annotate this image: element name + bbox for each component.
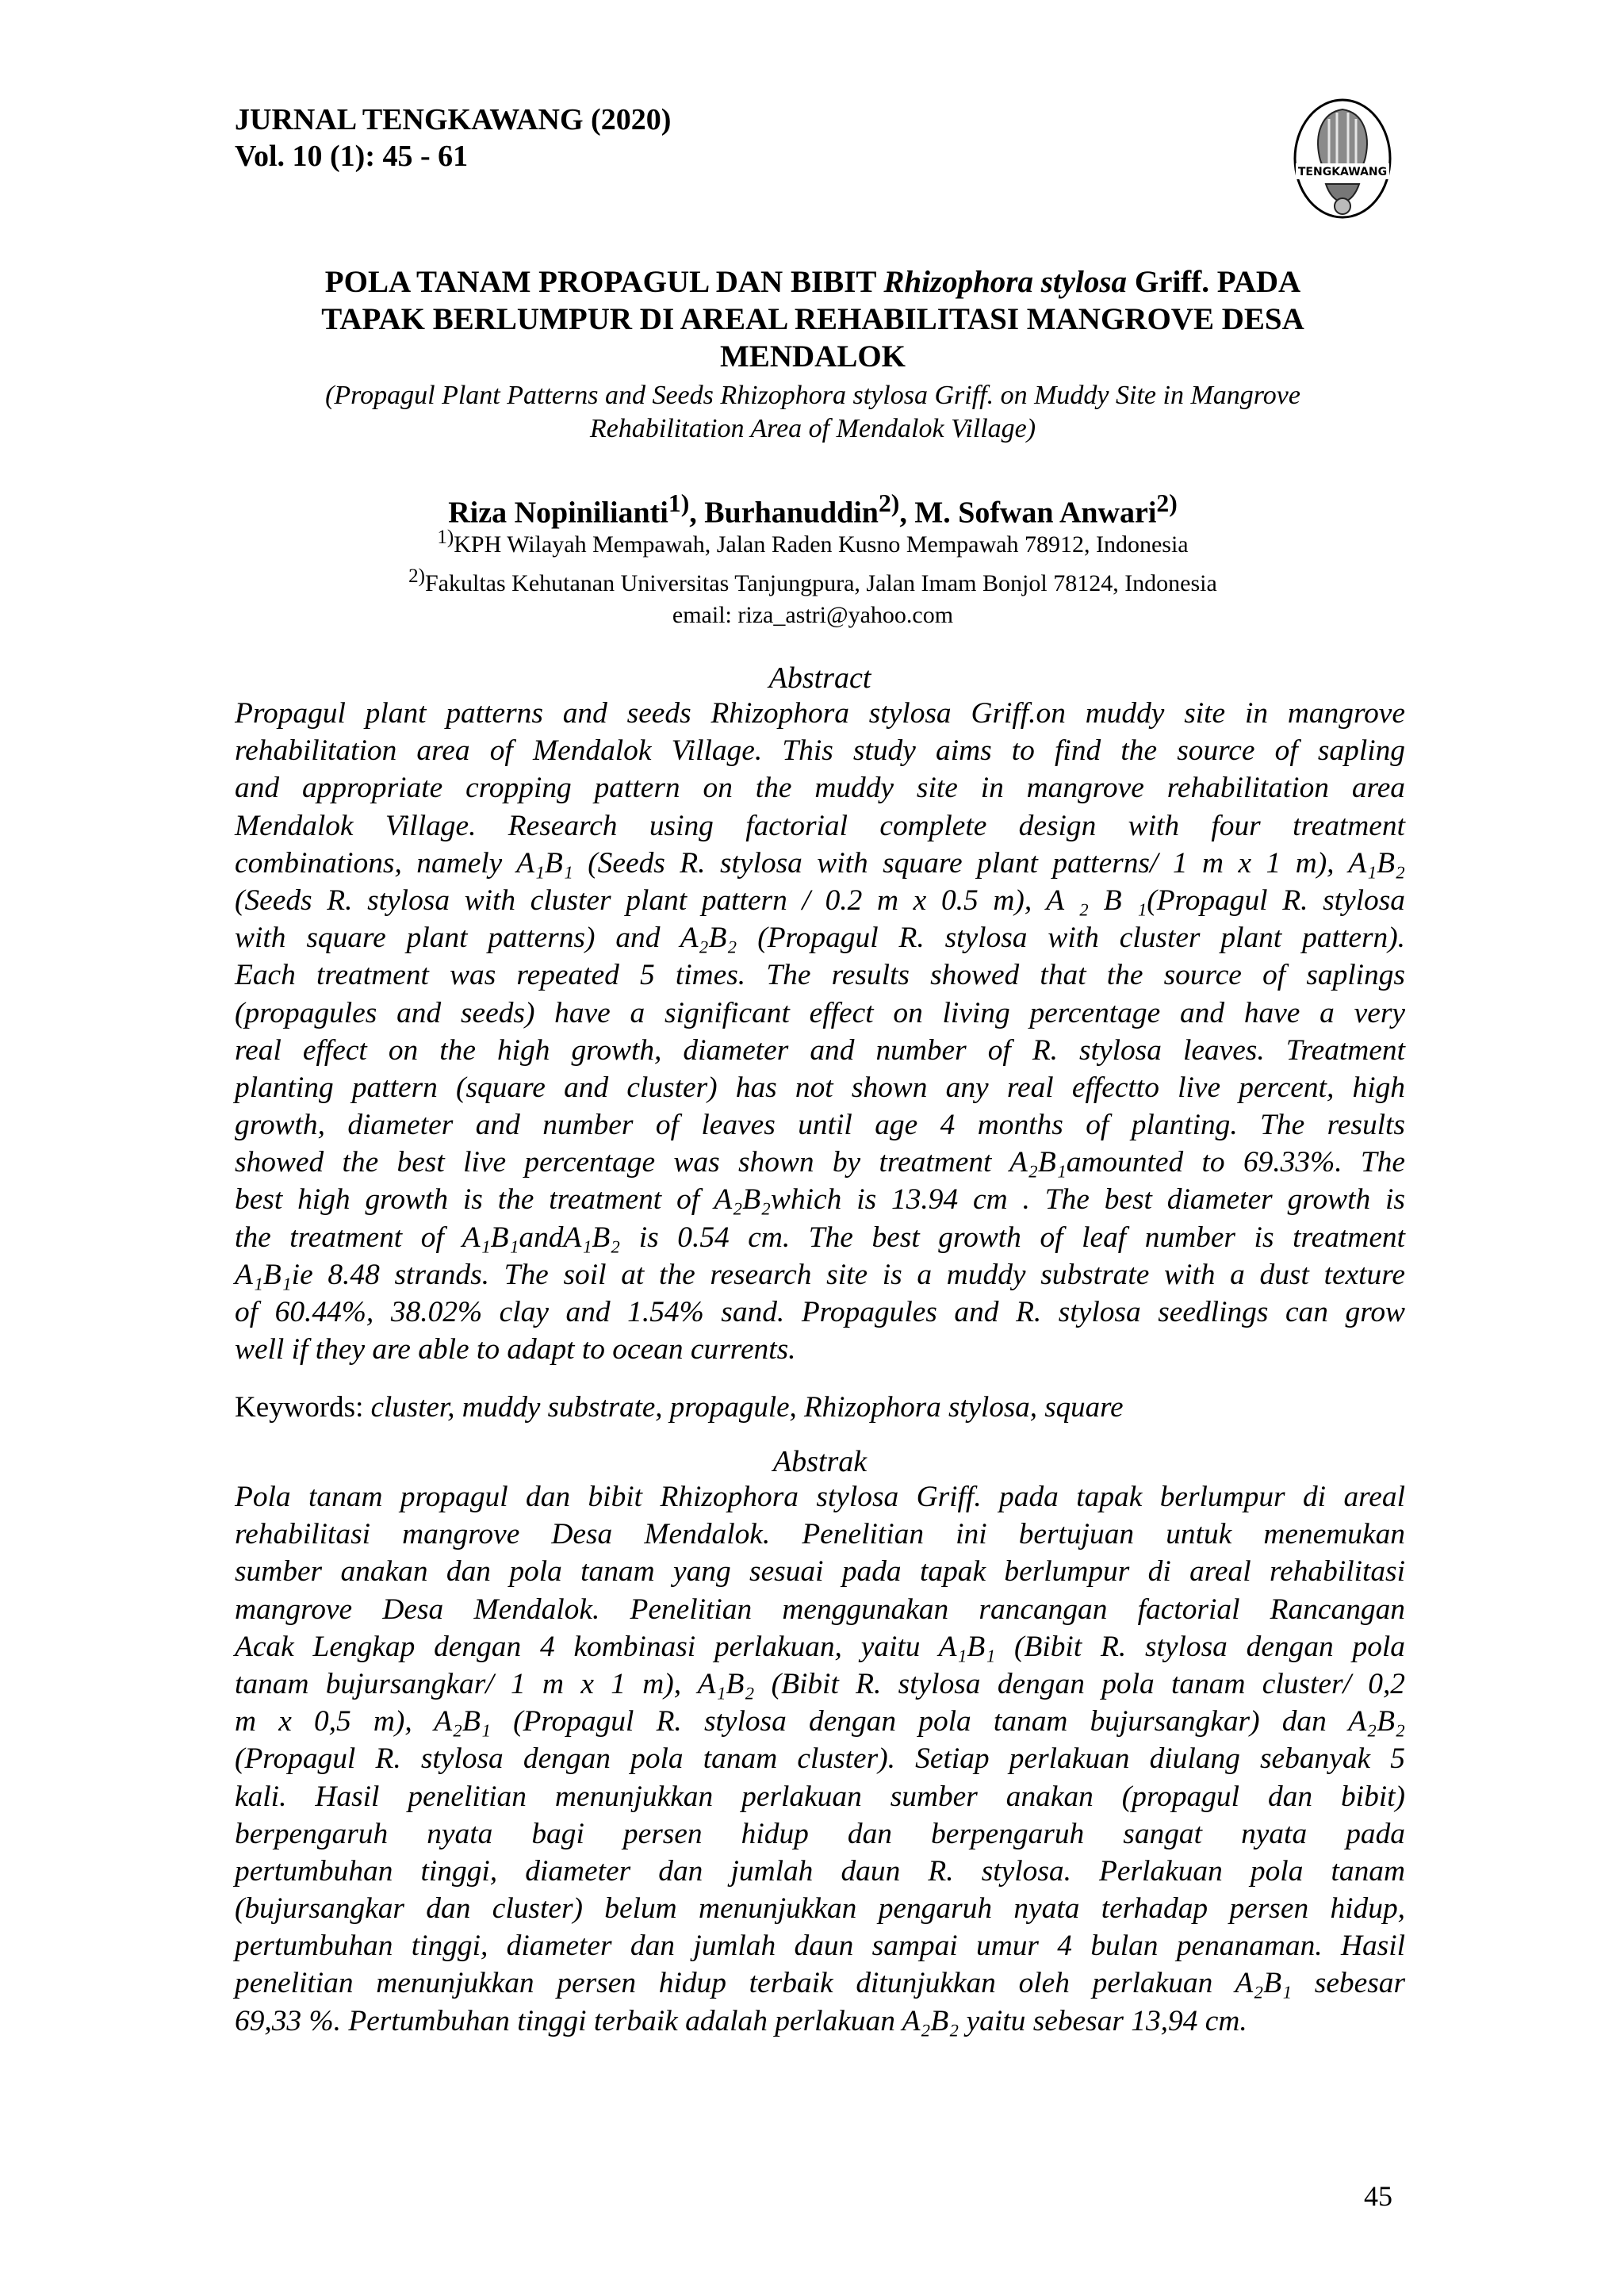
text-line: 69,33 %. Pertumbuhan tinggi terbaik adalah perlakuan A₂B₂ yaitu sebesar 13,94 cm. — [235, 2004, 1247, 2037]
text-line: (Seeds R. stylosa with cluster plant pattern / 0.2 m x 0.5 m), A ₂ B ₁(Propagul R. stylosa — [235, 884, 1405, 917]
text-line: pertumbuhan tinggi, diameter dan jumlah daun R. stylosa. Perlakuan pola tanam — [235, 1854, 1405, 1888]
text-line: rehabilitasi mangrove Desa Mendalok. Penelitian ini bertujuan untuk menemukan — [235, 1518, 1405, 1551]
text-line: m x 0,5 m), A₂B₁ (Propagul R. stylosa dengan pola tanam bujursangkar) dan A₂B₂ — [235, 1705, 1405, 1738]
journal-logo — [1291, 95, 1394, 238]
abstract-body — [235, 695, 1405, 1368]
keywords-values: cluster, muddy substrate, propagule, Rhizophora stylosa, square — [370, 1391, 1124, 1424]
text-line: pertumbuhan tinggi, diameter dan jumlah daun sampai umur 4 bulan penanaman. Hasil — [235, 1930, 1405, 1963]
text-line: sumber anakan dan pola tanam yang sesuai pada tapak berlumpur di areal rehabilitasi — [235, 1555, 1405, 1589]
text-line: (propagules and seeds) have a significant effect on living percentage and have a very — [235, 996, 1405, 1029]
article-subtitle: (Propagul Plant Patterns and Seeds Rhizophora stylosa Griff. on Muddy Site in Mangrove Rehabilitation Area of Mendalok Village) — [325, 381, 1300, 443]
text-line: penelitian menunjukkan persen hidup terbaik ditunjukkan oleh perlakuan A₂B₁ sebesar — [235, 1967, 1405, 2000]
author-list: Riza Nopinilianti$^{1)}$, Burhanuddin$^{2)}$, M. Sofwan Anwari$^{2)}$ — [448, 489, 1178, 530]
text-line: with square plant patterns) and A₂B₂ (Propagul R. stylosa with cluster plant pattern). — [235, 922, 1405, 955]
title-species: Rhizophora stylosa — [883, 265, 1128, 299]
text-line: (bujursangkar dan cluster) belum menunjukkan pengaruh nyata terhadap persen hidup, — [235, 1892, 1405, 1926]
text-line: planting pattern (square and cluster) has not shown any real effectto live percent, high — [235, 1071, 1405, 1104]
text-line: Pola tanam propagul dan bibit Rhizophora stylosa Griff. pada tapak berlumpur di areal — [235, 1481, 1405, 1513]
affiliation-1: $^{1)}$KPH Wilayah Mempawah, Jalan Raden Kusno Mempawah 78912, Indonesia — [437, 527, 1189, 558]
text-line: berpengaruh nyata bagi persen hidup dan berpengaruh sangat nyata pada — [235, 1817, 1405, 1850]
text-line: Mendalok Village. Research using factorial complete design with four treatment — [235, 809, 1405, 842]
abstract-heading: Abstract — [768, 661, 871, 695]
affiliations — [238, 522, 1388, 631]
article-title: POLA TANAM PROPAGUL DAN BIBIT Rhizophora stylosa Griff. PADA TAPAK BERLUMPUR DI AREAL REHABILITASI MANGROVE DESA MENDALOK — [321, 265, 1304, 374]
text-line: and appropriate cropping pattern on the muddy site in mangrove rehabilitation area — [235, 772, 1405, 805]
abstrak-heading: Abstrak — [772, 1445, 868, 1478]
text-line: best high growth is the treatment of A₂B₂which is 13.94 cm . The best diameter growth is — [235, 1183, 1405, 1217]
text-line: A₁B₁ie 8.48 strands. The soil at the research site is a muddy substrate with a dust texture — [235, 1258, 1405, 1291]
affiliation-2: $^{2)}$Fakultas Kehutanan Universitas Tanjungpura, Jalan Imam Bonjol 78124, Indonesia — [408, 565, 1217, 596]
text-line: combinations, namely A₁B₁ (Seeds R. stylosa with square plant patterns/ 1 m x 1 m), A₁B₂ — [235, 846, 1405, 880]
text-line: (Propagul R. stylosa dengan pola tanam cluster). Setiap perlakuan diulang sebanyak 5 — [235, 1742, 1405, 1776]
journal-volume: Vol. 10 (1): 45 - 61 — [235, 140, 469, 173]
text-line: mangrove Desa Mendalok. Penelitian menggunakan rancangan factorial Rancangan — [235, 1593, 1405, 1626]
keywords — [235, 1389, 1405, 1426]
text-line: tanam bujursangkar/ 1 m x 1 m), A₁B₂ (Bibit R. stylosa dengan pola tanam cluster/ 0,2 — [235, 1667, 1405, 1700]
text-line: Propagul plant patterns and seeds Rhizophora stylosa Griff.on muddy site in mangrove — [235, 697, 1405, 730]
text-line: Acak Lengkap dengan 4 kombinasi perlakuan, yaitu A₁B₁ (Bibit R. stylosa dengan pola — [235, 1630, 1405, 1663]
abstrak-body — [235, 1478, 1405, 2040]
journal-header — [235, 102, 671, 174]
author-email: email: riza_astri@yahoo.com — [672, 602, 954, 628]
keywords-label: Keywords: — [235, 1391, 371, 1424]
text-line: the treatment of A₁B₁andA₁B₂ is 0.54 cm. The best growth of leaf number is treatment — [235, 1221, 1405, 1254]
text-line: of 60.44%, 38.02% clay and 1.54% sand. Propagules and R. stylosa seedlings can grow — [235, 1296, 1405, 1328]
text-line: rehabilitation area of Mendalok Village. This study aims to find the source of sapling — [235, 734, 1405, 768]
journal-name: JURNAL TENGKAWANG (2020) — [235, 103, 672, 136]
logo-text: TENGKAWANG — [1297, 166, 1388, 178]
text-line: well if they are able to adapt to ocean currents. — [235, 1333, 796, 1366]
text-line: growth, diameter and number of leaves until age 4 months of planting. The results — [235, 1109, 1405, 1142]
text-line: Each treatment was repeated 5 times. The results showed that the source of saplings — [235, 959, 1405, 992]
page-number: 45 — [1364, 2180, 1392, 2212]
text-line: showed the best live percentage was shown by treatment A₂B₁amounted to 69.33%. The — [235, 1146, 1405, 1179]
text-line: real effect on the high growth, diameter and number of R. stylosa leaves. Treatment — [235, 1033, 1405, 1067]
text-line: kali. Hasil penelitian menunjukkan perlakuan sumber anakan (propagul dan bibit) — [235, 1780, 1405, 1813]
